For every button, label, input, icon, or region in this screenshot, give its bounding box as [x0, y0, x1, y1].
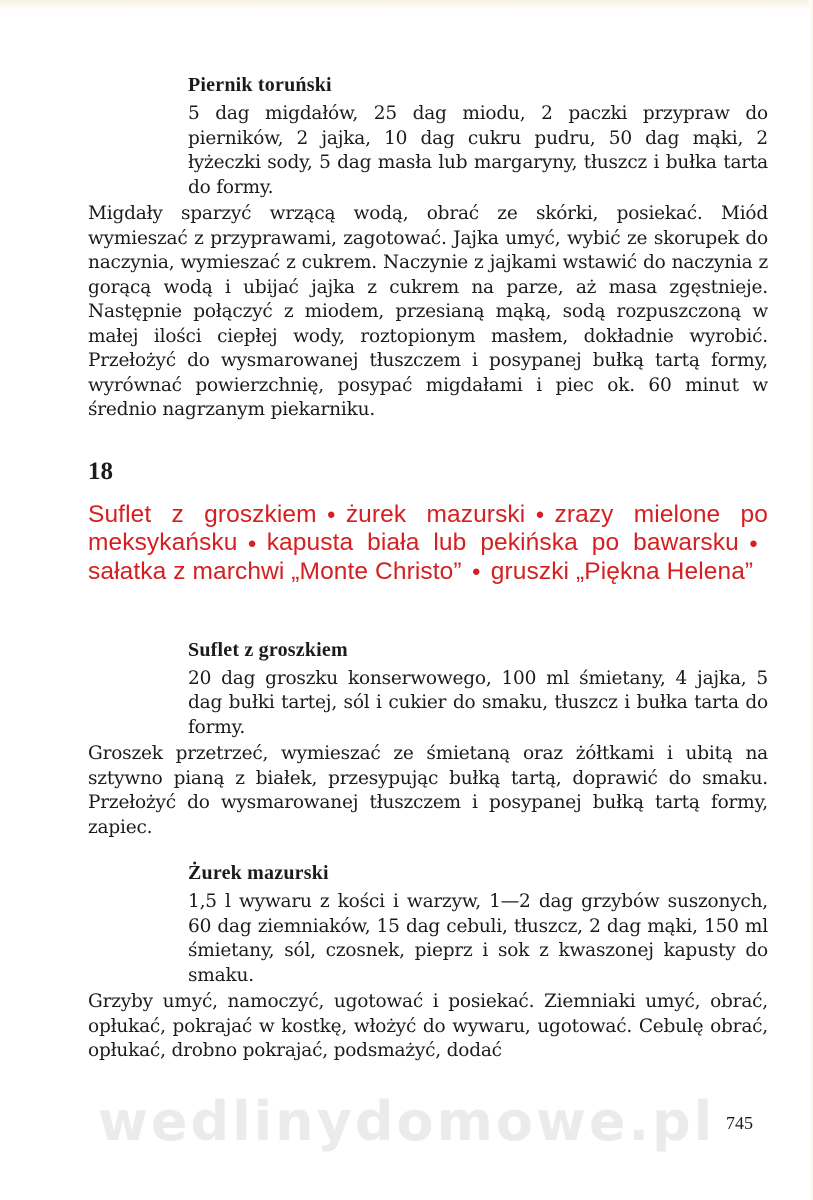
bullet-icon: ● [535, 505, 545, 523]
section-number: 18 [88, 457, 113, 485]
recipe-method: Grzyby umyć, namoczyć, ugotować i posiekać. Ziemniaki umyć, obrać, opłukać, pokrajać w kostkę, włożyć do wywaru, ugotować. Cebulę obrać, opłukać, drobno pokrajać, podsmażyć, dodać [88, 991, 768, 1062]
menu-item: sałatka z marchwi „Monte Christo” [88, 558, 462, 586]
bullet-icon: ● [471, 563, 481, 581]
page-right-edge [809, 0, 813, 1200]
bullet-icon: ● [748, 534, 758, 552]
recipe-ingredients: 1,5 l wywaru z kości i warzyw, 1—2 dag grzybów suszonych, 60 dag ziemniaków, 15 dag cebuli, tłuszcz, 2 dag mąki, 150 ml śmietany, sól, czosnek, pieprz i sok z kwaszonej kapusty do smaku. [188, 891, 768, 986]
recipe-ingredients: 20 dag groszku konserwowego, 100 ml śmietany, 4 jajka, 5 dag bułki tartej, sól i cukier do smaku, tłuszcz i bułka tarta do formy. [188, 667, 768, 738]
menu-item: żurek mazurski [345, 500, 526, 528]
recipe-suflet [88, 637, 768, 841]
recipe-title: Suflet z groszkiem [188, 638, 348, 661]
recipe-title: Żurek mazurski [188, 862, 329, 885]
page-number: 745 [726, 1113, 753, 1133]
menu-list [88, 501, 768, 587]
recipe-piernik [88, 72, 768, 423]
menu-item: zrazy mielone po meksykańsku [88, 500, 768, 557]
bullet-icon: ● [326, 505, 336, 523]
recipe-ingredients: 5 dag migdałów, 25 dag miodu, 2 paczki przypraw do pierników, 2 jajka, 10 dag cukru pudru, 50 dag mąki, 2 łyżeczki sody, 5 dag masła lub margaryny, tłuszcz i bułka tarta do formy. [188, 103, 768, 198]
menu-item: gruszki „Piękna Helena” [490, 558, 754, 586]
bullet-icon: ● [247, 534, 257, 552]
recipe-method: Migdały sparzyć wrzącą wodą, obrać ze skórki, posiekać. Miód wymieszać z przyprawami, zagotować. Jajka umyć, wybić ze skorupek do naczynia, wymieszać z cukrem. Naczynie z jajkami wstawić do naczynia z gorącą wodą i ubijać jajka z cukrem na parze, aż masa zgęstnieje. Następnie połączyć z miodem, przesianą mąką, sodą rozpuszczoną w małej ilości ciepłej wody, roztopionym masłem, dokładnie wyrobić. Przełożyć do wysmarowanej tłuszczem i posypanej bułką tartą formy, wyrównać powierzchnię, posypać migdałami i piec ok. 60 minut w średnio nagrzanym piekarniku. [88, 203, 768, 420]
menu-item: Suflet z groszkiem [88, 500, 317, 528]
page-content [88, 72, 768, 1084]
recipe-method: Groszek przetrzeć, wymieszać ze śmietaną oraz żółtkami i ubitą na sztywno pianą z białek, przesypując bułką tartą, doprawić do smaku. Przełożyć do wysmarowanej tłuszczem i posypanej bułką tartą formy, zapiec. [88, 743, 768, 838]
recipe-title: Piernik toruński [188, 74, 332, 96]
recipe-zurek [88, 860, 768, 1064]
page-top-edge [0, 0, 813, 10]
menu-item: kapusta biała lub pekińska po bawarsku [266, 529, 739, 557]
watermark: wedlinydomowe.pl [98, 1090, 716, 1153]
